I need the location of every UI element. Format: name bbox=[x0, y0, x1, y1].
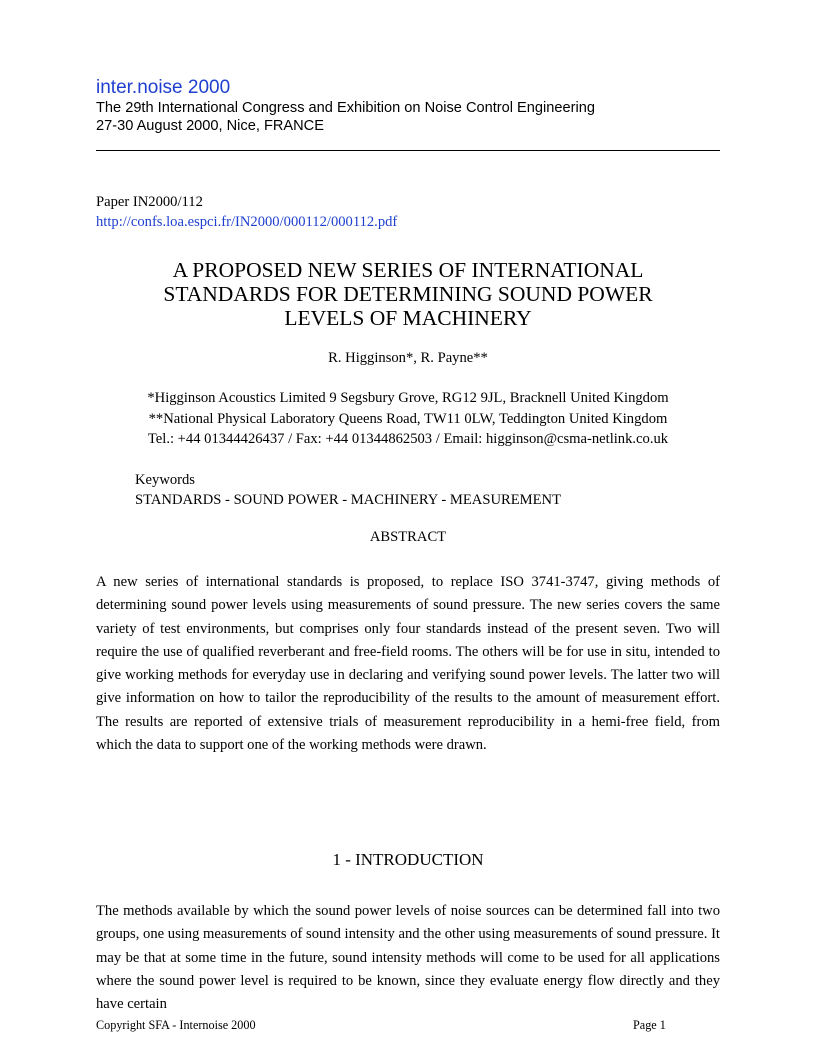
keywords-list: STANDARDS - SOUND POWER - MACHINERY - MEASUREMENT bbox=[135, 492, 561, 508]
paper-title-line: STANDARDS FOR DETERMINING SOUND POWER bbox=[163, 282, 653, 306]
keywords-label: Keywords bbox=[135, 472, 195, 488]
conference-name: inter.noise 2000 bbox=[96, 77, 231, 98]
footer-page-number: Page 1 bbox=[633, 1018, 666, 1032]
congress-name: The 29th International Congress and Exhibition on Noise Control Engineering bbox=[96, 100, 595, 116]
paper-title-line: A PROPOSED NEW SERIES OF INTERNATIONAL bbox=[172, 258, 644, 282]
abstract-heading: ABSTRACT bbox=[369, 529, 447, 545]
paper-url-link[interactable]: http://confs.loa.espci.fr/IN2000/000112/000112.pdf bbox=[96, 214, 398, 230]
paper-authors: R. Higginson*, R. Payne** bbox=[328, 350, 488, 366]
abstract-text: A new series of international standards is proposed, to replace ISO 3741-3747, giving methods of determining sound power levels using measurements of sound pressure. The new series covers the same variety of test environments, but comprises only four standards instead of the present seven. Two will require the use of qualified reverberant and free-field rooms. The others will be for use in situ, intended to give working methods for everyday use in declaring and verifying sound power levels. The latter two will give information on how to tailor the reproducibility of the results to the amount of measurement effort. The results are reported of extensive trials of measurement reproducibility in a hemi-free field, from which the data to support one of the working methods were drawn. bbox=[96, 574, 720, 754]
paper-id: Paper IN2000/112 bbox=[96, 194, 203, 210]
footer-copyright: Copyright SFA - Internoise 2000 bbox=[96, 1018, 256, 1032]
paper-title bbox=[96, 258, 720, 330]
introduction-text: The methods available by which the sound power levels of noise sources can be determined fall into two groups, one using measurements of sound intensity and the other using measurements of sound pressure. It may be that at some time in the future, sound intensity methods will come to be used for all applications where the sound power level is required to be known, since they evaluate energy flow directly and they have certain bbox=[96, 903, 720, 1013]
congress-dates-location: 27-30 August 2000, Nice, FRANCE bbox=[96, 118, 324, 134]
affiliations bbox=[96, 388, 720, 450]
affiliation-line: *Higginson Acoustics Limited 9 Segsbury Grove, RG12 9JL, Bracknell United Kingdom bbox=[147, 390, 669, 406]
affiliation-line: **National Physical Laboratory Queens Road, TW11 0LW, Teddington United Kingdom bbox=[148, 410, 668, 427]
header-divider bbox=[96, 150, 720, 151]
contact-line: Tel.: +44 01344426437 / Fax: +44 01344862503 / Email: higginson@csma-netlink.co.uk bbox=[147, 431, 669, 447]
paper-title-line: LEVELS OF MACHINERY bbox=[284, 306, 532, 330]
conference-header bbox=[96, 77, 720, 135]
introduction-heading: 1 - INTRODUCTION bbox=[332, 850, 484, 869]
keywords-block bbox=[135, 470, 561, 510]
